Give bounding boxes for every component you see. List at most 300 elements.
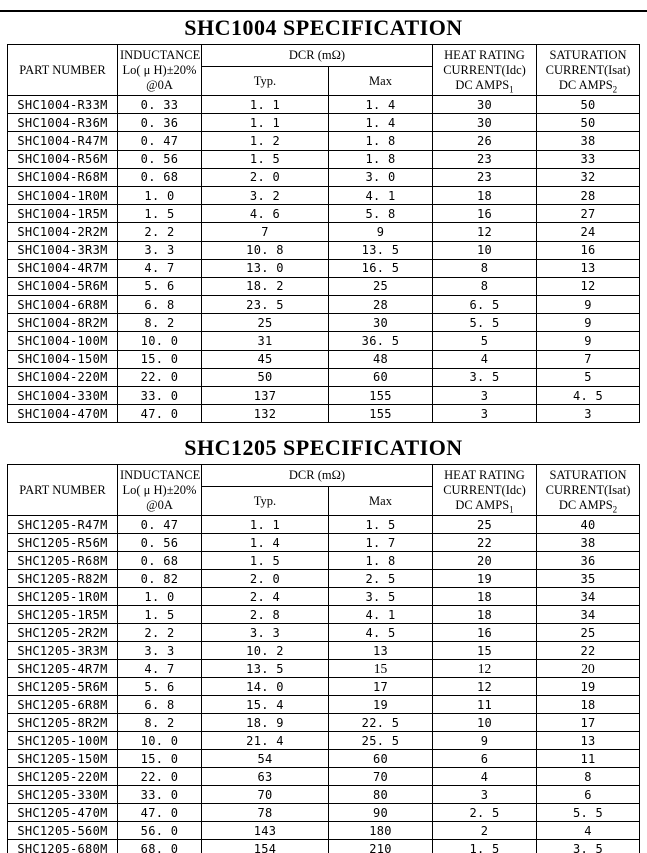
part-number-cell: SHC1205-150M [7,750,117,768]
part-number-cell: SHC1004-R56M [7,150,117,168]
value-cell: 4 [433,768,537,786]
value-cell: 50 [537,96,640,114]
part-number-cell: SHC1004-1R5M [7,205,117,223]
header-line: Lo( μ H)±20% [122,482,197,497]
value-cell: 4. 1 [328,186,432,204]
table-row [7,840,639,853]
table-row [7,368,639,386]
col-header-typ: Typ. [201,67,328,96]
part-number-cell: SHC1205-R47M [7,516,117,534]
value-cell: 154 [201,840,328,853]
value-cell: 2. 4 [201,588,328,606]
header-line: @0A [146,497,173,512]
header-line: CURRENT(Idc) [443,62,526,77]
value-cell: 27 [537,205,640,223]
value-cell: 6 [433,750,537,768]
part-number-cell: SHC1205-6R8M [7,696,117,714]
header-line: CURRENT(Isat) [545,482,631,497]
value-cell: 16 [433,624,537,642]
value-cell: 9 [328,223,432,241]
part-number-cell: SHC1004-R68M [7,168,117,186]
col-header-inductance [117,45,201,96]
table-row [7,696,639,714]
col-header-typ: Typ. [201,487,328,516]
value-cell: 78 [201,804,328,822]
value-cell: 35 [537,570,640,588]
value-cell: 20 [433,552,537,570]
value-cell: 3. 2 [201,186,328,204]
header-line: INDUCTANCE [119,47,201,62]
col-header-max: Max [328,487,432,516]
value-cell: 13 [328,642,432,660]
part-number-cell: SHC1205-220M [7,768,117,786]
value-cell: 2. 0 [201,168,328,186]
value-cell: 8 [433,259,537,277]
value-cell: 56. 0 [117,822,201,840]
value-cell: 1. 0 [117,588,201,606]
col-header-heat-rating [433,45,537,96]
value-cell: 8 [537,768,640,786]
table-row [7,552,639,570]
col-header-part-number: PART NUMBER [7,465,117,516]
value-cell: 23. 5 [201,296,328,314]
value-cell: 2. 8 [201,606,328,624]
value-cell: 9 [537,332,640,350]
value-cell: 19 [537,678,640,696]
value-cell: 1. 1 [201,114,328,132]
value-cell: 13 [537,732,640,750]
col-header-inductance [117,465,201,516]
value-cell: 22. 0 [117,368,201,386]
value-cell: 1. 5 [117,205,201,223]
part-number-cell: SHC1004-2R2M [7,223,117,241]
value-cell: 33. 0 [117,387,201,405]
value-cell: 30 [433,96,537,114]
value-cell: 3 [433,786,537,804]
value-cell: 4. 7 [117,660,201,678]
value-cell: 13 [537,259,640,277]
table-row [7,786,639,804]
value-cell: 60 [328,368,432,386]
table-row [7,150,639,168]
value-cell: 36 [537,552,640,570]
value-cell: 80 [328,786,432,804]
value-cell: 18. 2 [201,277,328,295]
value-cell: 18 [537,696,640,714]
header-line: CURRENT(Isat) [545,62,631,77]
value-cell: 68. 0 [117,840,201,853]
value-cell: 0. 56 [117,150,201,168]
value-cell: 33. 0 [117,786,201,804]
value-cell: 10 [433,714,537,732]
value-cell: 155 [328,405,432,423]
value-cell: 5 [433,332,537,350]
value-cell: 38 [537,132,640,150]
value-cell: 4. 5 [328,624,432,642]
value-cell: 12 [433,660,537,678]
value-cell: 48 [328,350,432,368]
table-row [7,259,639,277]
value-cell: 1. 8 [328,552,432,570]
col-header-heat-rating [433,465,537,516]
col-header-dcr: DCR (mΩ) [201,465,432,487]
value-cell: 4. 6 [201,205,328,223]
value-cell: 3. 5 [433,368,537,386]
value-cell: 22. 0 [117,768,201,786]
header-line: DC $AMPS_1$ [455,77,514,94]
part-number-cell: SHC1205-5R6M [7,678,117,696]
value-cell: 6 [537,786,640,804]
spec-table-shc1205 [7,464,640,853]
value-cell: 5. 6 [117,678,201,696]
value-cell: 5 [537,368,640,386]
part-number-cell: SHC1004-330M [7,387,117,405]
value-cell: 4. 5 [537,387,640,405]
value-cell: 2 [433,822,537,840]
table-row [7,332,639,350]
col-header-saturation [537,465,640,516]
shc1004-section [0,15,647,423]
value-cell: 7 [201,223,328,241]
value-cell: 45 [201,350,328,368]
value-cell: 11 [537,750,640,768]
value-cell: 0. 68 [117,168,201,186]
value-cell: 31 [201,332,328,350]
part-number-cell: SHC1004-R36M [7,114,117,132]
page-title: SHC1205 SPECIFICATION [184,435,463,461]
value-cell: 30 [328,314,432,332]
value-cell: 0. 68 [117,552,201,570]
value-cell: 4. 1 [328,606,432,624]
header-line: DC $AMPS_1$ [455,497,514,515]
table-row [7,241,639,259]
value-cell: 70 [201,786,328,804]
page-title: SHC1004 SPECIFICATION [184,15,463,40]
part-number-cell: SHC1004-470M [7,405,117,423]
value-cell: 25 [537,624,640,642]
header-line: HEAT RATING [444,467,525,482]
value-cell: 28 [537,186,640,204]
value-cell: 1. 7 [328,534,432,552]
value-cell: 19 [328,696,432,714]
value-cell: 22 [537,642,640,660]
value-cell: 3 [433,405,537,423]
value-cell: 1. 1 [201,516,328,534]
value-cell: 0. 82 [117,570,201,588]
value-cell: 155 [328,387,432,405]
table-body [7,516,639,853]
value-cell: 8. 2 [117,314,201,332]
table-body [7,96,639,423]
value-cell: 11 [433,696,537,714]
spec-table-shc1004 [7,44,640,423]
value-cell: 10. 0 [117,732,201,750]
part-number-cell: SHC1004-R47M [7,132,117,150]
part-number-cell: SHC1004-8R2M [7,314,117,332]
value-cell: 18 [433,606,537,624]
value-cell: 1. 4 [328,96,432,114]
table-header [7,45,639,96]
table-row [7,768,639,786]
table-row [7,570,639,588]
value-cell: 28 [328,296,432,314]
part-number-cell: SHC1004-1R0M [7,186,117,204]
value-cell: 33 [537,150,640,168]
value-cell: 54 [201,750,328,768]
value-cell: 4 [537,822,640,840]
value-cell: 5. 6 [117,277,201,295]
value-cell: 6. 8 [117,696,201,714]
value-cell: 0. 47 [117,132,201,150]
value-cell: 1. 1 [201,96,328,114]
value-cell: 0. 56 [117,534,201,552]
value-cell: 8 [433,277,537,295]
value-cell: 19 [433,570,537,588]
value-cell: 36. 5 [328,332,432,350]
value-cell: 12 [433,678,537,696]
value-cell: 3. 5 [328,588,432,606]
header-line: DC $AMPS_2$ [558,77,618,94]
value-cell: 17 [328,678,432,696]
value-cell: 9 [537,296,640,314]
part-number-cell: SHC1205-R56M [7,534,117,552]
value-cell: 9 [433,732,537,750]
value-cell: 7 [537,350,640,368]
table-row [7,350,639,368]
part-number-cell: SHC1205-470M [7,804,117,822]
value-cell: 2. 2 [117,223,201,241]
value-cell: 47. 0 [117,804,201,822]
value-cell: 16 [433,205,537,223]
value-cell: 1. 8 [328,150,432,168]
value-cell: 3. 3 [117,642,201,660]
table-row [7,516,639,534]
top-rule [0,10,647,12]
table-row [7,223,639,241]
value-cell: 90 [328,804,432,822]
value-cell: 0. 47 [117,516,201,534]
value-cell: 1. 5 [201,150,328,168]
part-number-cell: SHC1004-5R6M [7,277,117,295]
value-cell: 9 [537,314,640,332]
value-cell: 25 [433,516,537,534]
value-cell: 17 [537,714,640,732]
col-header-saturation [537,45,640,96]
part-number-cell: SHC1205-1R5M [7,606,117,624]
value-cell: 15 [328,660,432,678]
value-cell: 12 [537,277,640,295]
table-row [7,168,639,186]
table-row [7,606,639,624]
value-cell: 1. 5 [201,552,328,570]
table-row [7,132,639,150]
value-cell: 2. 2 [117,624,201,642]
value-cell: 3. 3 [201,624,328,642]
table-row [7,114,639,132]
value-cell: 18. 9 [201,714,328,732]
value-cell: 2. 5 [328,570,432,588]
table-row [7,624,639,642]
value-cell: 60 [328,750,432,768]
value-cell: 25 [328,277,432,295]
value-cell: 26 [433,132,537,150]
part-number-cell: SHC1205-330M [7,786,117,804]
part-number-cell: SHC1205-4R7M [7,660,117,678]
value-cell: 5. 5 [537,804,640,822]
part-number-cell: SHC1004-3R3M [7,241,117,259]
table-row [7,277,639,295]
part-number-cell: SHC1004-220M [7,368,117,386]
part-number-cell: SHC1205-100M [7,732,117,750]
value-cell: 15. 0 [117,750,201,768]
table-row [7,296,639,314]
value-cell: 21. 4 [201,732,328,750]
table-row [7,714,639,732]
value-cell: 210 [328,840,432,853]
table-row [7,186,639,204]
value-cell: 3. 5 [537,840,640,853]
value-cell: 38 [537,534,640,552]
value-cell: 1. 8 [328,132,432,150]
value-cell: 23 [433,168,537,186]
part-number-cell: SHC1205-8R2M [7,714,117,732]
part-number-cell: SHC1004-150M [7,350,117,368]
part-number-cell: SHC1205-560M [7,822,117,840]
value-cell: 25. 5 [328,732,432,750]
header-line: INDUCTANCE [119,467,201,482]
value-cell: 137 [201,387,328,405]
table-row [7,660,639,678]
header-line: SATURATION [549,47,627,62]
value-cell: 1. 5 [117,606,201,624]
value-cell: 30 [433,114,537,132]
value-cell: 15. 0 [117,350,201,368]
table-row [7,96,639,114]
shc1205-section [0,435,647,853]
table-row [7,678,639,696]
value-cell: 3. 0 [328,168,432,186]
value-cell: 1. 5 [433,840,537,853]
part-number-cell: SHC1004-6R8M [7,296,117,314]
value-cell: 70 [328,768,432,786]
value-cell: 20 [537,660,640,678]
value-cell: 15. 4 [201,696,328,714]
value-cell: 23 [433,150,537,168]
value-cell: 24 [537,223,640,241]
value-cell: 10 [433,241,537,259]
table-row [7,314,639,332]
part-number-cell: SHC1205-R82M [7,570,117,588]
value-cell: 1. 0 [117,186,201,204]
value-cell: 1. 4 [201,534,328,552]
value-cell: 5. 8 [328,205,432,223]
value-cell: 63 [201,768,328,786]
value-cell: 4. 7 [117,259,201,277]
value-cell: 1. 4 [328,114,432,132]
value-cell: 2. 0 [201,570,328,588]
value-cell: 16. 5 [328,259,432,277]
value-cell: 2. 5 [433,804,537,822]
part-number-cell: SHC1004-100M [7,332,117,350]
part-number-cell: SHC1004-R33M [7,96,117,114]
value-cell: 132 [201,405,328,423]
header-line: DC $AMPS_2$ [558,497,618,515]
header-line: @0A [146,77,173,92]
value-cell: 13. 0 [201,259,328,277]
value-cell: 47. 0 [117,405,201,423]
value-cell: 3. 3 [117,241,201,259]
value-cell: 4 [433,350,537,368]
value-cell: 5. 5 [433,314,537,332]
value-cell: 50 [537,114,640,132]
value-cell: 34 [537,606,640,624]
value-cell: 14. 0 [201,678,328,696]
table-row [7,405,639,423]
table-row [7,822,639,840]
col-header-max: Max [328,67,432,96]
value-cell: 25 [201,314,328,332]
value-cell: 18 [433,588,537,606]
value-cell: 6. 5 [433,296,537,314]
value-cell: 50 [201,368,328,386]
value-cell: 180 [328,822,432,840]
value-cell: 8. 2 [117,714,201,732]
table-row [7,205,639,223]
value-cell: 18 [433,186,537,204]
part-number-cell: SHC1205-680M [7,840,117,853]
table-row [7,387,639,405]
header-line: SATURATION [549,467,627,482]
value-cell: 1. 2 [201,132,328,150]
table-row [7,642,639,660]
header-line: CURRENT(Idc) [443,482,526,497]
header-line: HEAT RATING [444,47,525,62]
table-row [7,588,639,606]
table-row [7,534,639,552]
part-number-cell: SHC1004-4R7M [7,259,117,277]
part-number-cell: SHC1205-R68M [7,552,117,570]
value-cell: 12 [433,223,537,241]
value-cell: 22. 5 [328,714,432,732]
part-number-cell: SHC1205-1R0M [7,588,117,606]
value-cell: 1. 5 [328,516,432,534]
col-header-part-number: PART NUMBER [7,45,117,96]
part-number-cell: SHC1205-2R2M [7,624,117,642]
value-cell: 0. 36 [117,114,201,132]
value-cell: 34 [537,588,640,606]
table-header [7,465,639,516]
value-cell: 10. 8 [201,241,328,259]
value-cell: 143 [201,822,328,840]
value-cell: 3 [433,387,537,405]
value-cell: 3 [537,405,640,423]
table-row [7,750,639,768]
col-header-dcr: DCR (mΩ) [201,45,432,67]
table-row [7,732,639,750]
header-line: Lo( μ H)±20% [122,62,197,77]
value-cell: 40 [537,516,640,534]
value-cell: 32 [537,168,640,186]
value-cell: 13. 5 [201,660,328,678]
value-cell: 10. 2 [201,642,328,660]
value-cell: 0. 33 [117,96,201,114]
part-number-cell: SHC1205-3R3M [7,642,117,660]
value-cell: 16 [537,241,640,259]
value-cell: 6. 8 [117,296,201,314]
value-cell: 22 [433,534,537,552]
value-cell: 15 [433,642,537,660]
value-cell: 10. 0 [117,332,201,350]
